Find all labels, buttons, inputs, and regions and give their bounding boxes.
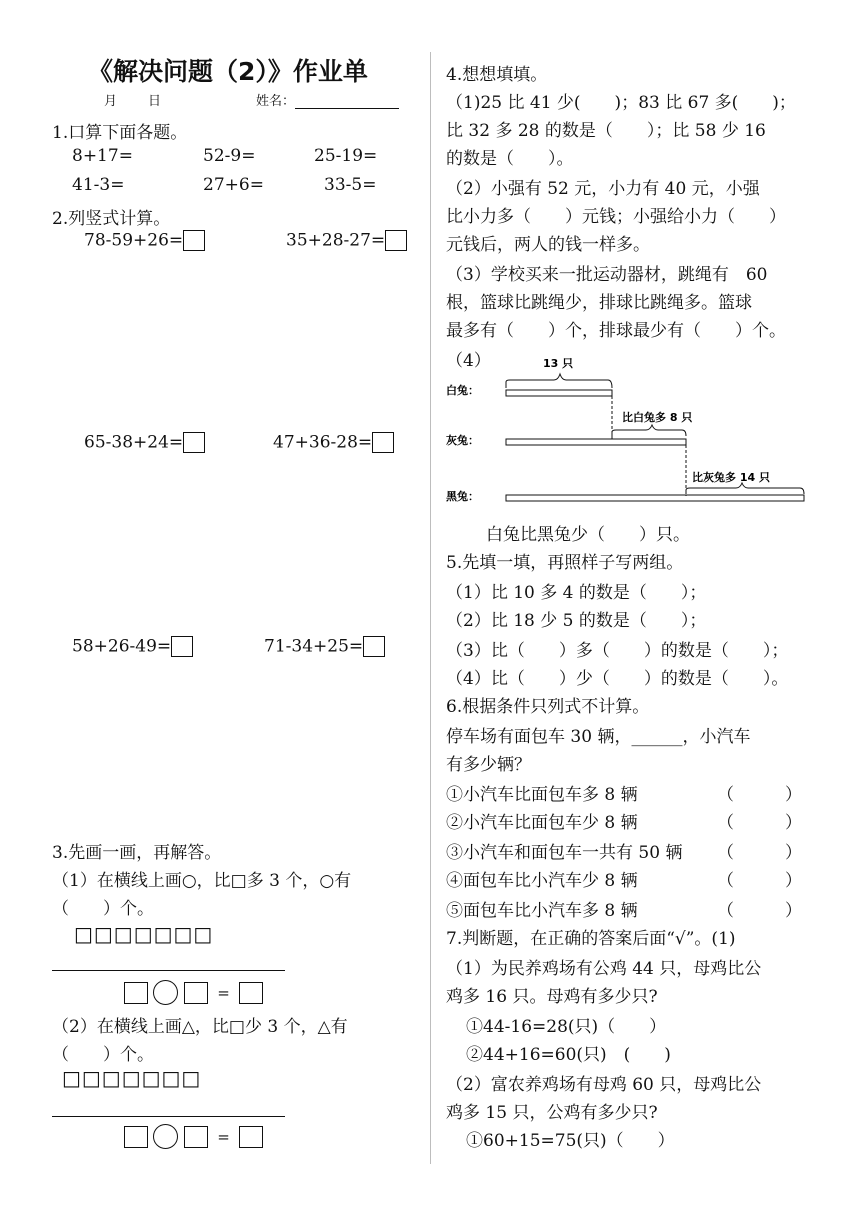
q4-text: 比 32 多 28 的数是（ ）；比 58 少 16: [446, 121, 766, 141]
q6-answer-paren[interactable]: （ ）: [717, 785, 802, 805]
name-field[interactable]: [256, 90, 399, 109]
answer-box[interactable]: [184, 1126, 208, 1148]
q4-text: 比小力多（ ）元钱；小强给小力（ ）: [446, 207, 786, 227]
q2-problem: 47+36-28=: [273, 432, 394, 453]
q6-text: 有多少辆？: [446, 755, 531, 775]
drawing-line[interactable]: [52, 1116, 285, 1117]
answer-box[interactable]: [385, 230, 407, 251]
q7-text: 鸡多 15 只，公鸡有多少只?: [446, 1103, 658, 1123]
answer-box[interactable]: [239, 982, 263, 1004]
label-13: 13 只: [543, 357, 574, 370]
q1-item: 41-3=: [72, 175, 125, 195]
brace-14: [686, 483, 804, 494]
white-rabbit-label: 白兔：: [446, 384, 479, 397]
q4-text: 的数是（ ）。: [446, 149, 574, 169]
column-divider: [430, 52, 431, 1164]
q5-line: （4）比（ ）少（ ）的数是（ ）。: [446, 669, 789, 689]
q6-option: ④面包车比小汽车少 8 辆: [446, 871, 638, 891]
more-than-white-label: 比白兔多 8 只: [622, 411, 693, 424]
q1-item: 52-9=: [203, 146, 256, 166]
q4-text: 最多有（ ）个，排球最少有（ ）个。: [446, 321, 786, 341]
q6-answer-paren[interactable]: （ ）: [717, 813, 802, 833]
q6-answer-paren[interactable]: （ ）: [717, 871, 802, 891]
q4-text: （3）学校买来一批运动器材，跳绳有 60: [446, 265, 768, 285]
q3-title: 3.先画一画，再解答。: [52, 843, 222, 863]
day-label: 日: [148, 94, 162, 109]
q6-title: 6.根据条件只列式不计算。: [446, 697, 650, 717]
q2-problem: 58+26-49=: [72, 636, 193, 657]
name-label: 姓名：: [256, 94, 296, 109]
q2-problem: 65-38+24=: [84, 432, 205, 453]
answer-box[interactable]: [124, 1126, 148, 1148]
q3-p2-squares: □□□□□□□: [62, 1066, 202, 1090]
q3-p2-text: （2）在横线上画△，比□少 3 个，△有: [52, 1017, 348, 1037]
gray-rabbit-bar: [506, 439, 686, 445]
q4-text: 根，篮球比跳绳少，排球比跳绳多。篮球: [446, 293, 752, 313]
gray-rabbit-label: 灰兔：: [446, 434, 479, 447]
rabbit-bar-diagram: [440, 350, 812, 510]
answer-box[interactable]: [171, 636, 193, 657]
q4-text: （2）小强有 52 元，小力有 40 元，小强: [446, 179, 760, 199]
answer-box[interactable]: [124, 982, 148, 1004]
drawing-line[interactable]: [52, 970, 285, 971]
q7-title: 7.判断题，在正确的答案后面“√”。(1): [446, 929, 736, 949]
name-blank-line: [295, 94, 399, 109]
q2-problem: 35+28-27=: [286, 230, 407, 251]
q6-option: ①小汽车比面包车多 8 辆: [446, 785, 638, 805]
q7-choice[interactable]: ①60+15=75(只)（ ）: [466, 1131, 675, 1151]
white-rabbit-bar: [506, 390, 612, 396]
q1-title: 1.口算下面各题。: [52, 123, 188, 143]
answer-box[interactable]: [183, 432, 205, 453]
q1-item: 33-5=: [324, 175, 377, 195]
operator-circle[interactable]: [153, 1124, 178, 1149]
answer-box[interactable]: [183, 230, 205, 251]
q1-item: 25-19=: [314, 146, 378, 166]
q7-text: 鸡多 16 只。母鸡有多少只?: [446, 987, 658, 1007]
q3-p2-text: （ ）个。: [52, 1045, 154, 1065]
q6-option: ③小汽车和面包车一共有 50 辆: [446, 843, 683, 863]
more-than-gray-label: 比灰兔多 14 只: [692, 471, 770, 484]
q7-choice[interactable]: ①44-16=28(只)（ ）: [466, 1017, 667, 1037]
q6-answer-paren[interactable]: （ ）: [717, 901, 802, 921]
q4-title: 4.想想填填。: [446, 65, 548, 85]
q2-problem: 78-59+26=: [84, 230, 205, 251]
page-title: 《解决问题（2）》作业单: [88, 57, 368, 86]
q5-line: （3）比（ ）多（ ）的数是（ ）；: [446, 641, 789, 661]
q4-part4-label: （4）: [446, 351, 491, 371]
q5-line: （2）比 18 少 5 的数是（ ）；: [446, 611, 707, 631]
q6-answer-paren[interactable]: （ ）: [717, 843, 802, 863]
q6-option: ②小汽车比面包车少 8 辆: [446, 813, 638, 833]
q3-p2-equation: =: [124, 1124, 263, 1149]
black-rabbit-bar: [506, 495, 804, 501]
q4-part4-question: 白兔比黑兔少（ ）只。: [486, 525, 690, 545]
brace-13: [506, 374, 612, 388]
q7-text: （2）富农养鸡场有母鸡 60 只，母鸡比公: [446, 1075, 762, 1095]
q1-item: 27+6=: [203, 175, 264, 195]
month-label: 月: [104, 94, 118, 109]
q6-text: 停车场有面包车 30 辆，______，小汽车: [446, 727, 751, 747]
q5-line: （1）比 10 多 4 的数是（ ）；: [446, 583, 707, 603]
answer-box[interactable]: [239, 1126, 263, 1148]
q4-text: （1)25 比 41 少( )；83 比 67 多( )；: [446, 93, 796, 113]
brace-8: [612, 425, 686, 436]
q1-item: 8+17=: [72, 146, 133, 166]
q2-problem: 71-34+25=: [264, 636, 385, 657]
answer-box[interactable]: [184, 982, 208, 1004]
answer-box[interactable]: [372, 432, 394, 453]
q3-p1-squares: □□□□□□□: [74, 922, 214, 946]
answer-box[interactable]: [363, 636, 385, 657]
operator-circle[interactable]: [153, 980, 178, 1005]
q6-option: ⑤面包车比小汽车多 8 辆: [446, 901, 638, 921]
q7-text: （1）为民养鸡场有公鸡 44 只，母鸡比公: [446, 959, 762, 979]
black-rabbit-label: 黑兔：: [446, 490, 479, 503]
q2-title: 2.列竖式计算。: [52, 209, 171, 229]
q7-choice[interactable]: ②44+16=60(只) ( ): [466, 1045, 671, 1065]
q5-title: 5.先填一填，再照样子写两组。: [446, 553, 684, 573]
q3-p1-text: （ ）个。: [52, 899, 154, 919]
q3-p1-text: （1）在横线上画○，比□多 3 个，○有: [52, 871, 352, 891]
q4-text: 元钱后，两人的钱一样多。: [446, 235, 650, 255]
q3-p1-equation: =: [124, 980, 263, 1005]
